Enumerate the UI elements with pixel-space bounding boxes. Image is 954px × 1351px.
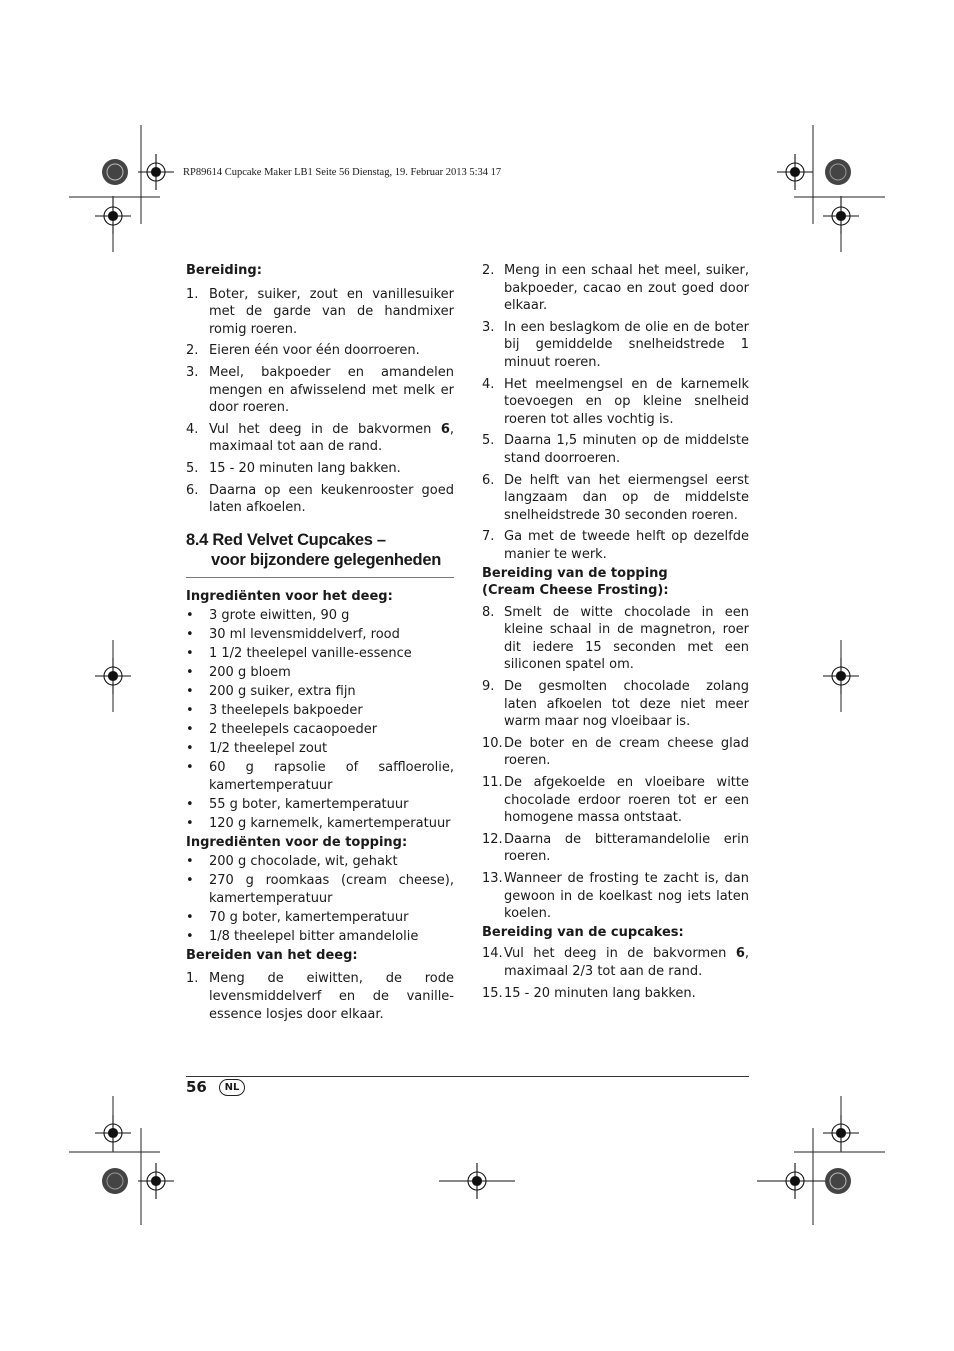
ingredient: 60 g rapsolie of saffloerolie, kamertemperatuur bbox=[209, 760, 454, 793]
left-column bbox=[186, 262, 454, 1027]
step-text: Daarna de bitteramandelolie erin roeren. bbox=[504, 831, 749, 865]
footer-rule bbox=[186, 1076, 749, 1077]
bullet: • bbox=[186, 665, 194, 681]
ingredient: 270 g roomkaas (cream cheese), kamertemperatuur bbox=[209, 873, 454, 906]
section-heading-line1: 8.4 Red Velvet Cupcakes – bbox=[186, 530, 386, 549]
list-item bbox=[186, 421, 454, 456]
step-text: Smelt de witte chocolade in een kleine schaal in de magnetron, roer dit iedere 15 seconden met een siliconen spatel om. bbox=[504, 604, 749, 673]
step-text-part: , maximaal 2/3 tot aan de rand. bbox=[504, 946, 749, 979]
list-item bbox=[482, 528, 749, 563]
step-number: 3. bbox=[186, 364, 199, 380]
list-item bbox=[186, 815, 454, 833]
dough-ingredients-heading: Ingrediënten voor het deeg: bbox=[186, 588, 393, 604]
step-number: 1. bbox=[186, 971, 199, 987]
list-item bbox=[186, 482, 454, 517]
list-item bbox=[186, 928, 454, 946]
list-item bbox=[186, 970, 454, 1023]
list-item bbox=[186, 721, 454, 739]
step-text: 15 - 20 minuten lang bakken. bbox=[504, 985, 696, 1001]
ingredient: 1 1/2 theelepel vanille-essence bbox=[209, 646, 412, 662]
bullet: • bbox=[186, 722, 194, 738]
list-item bbox=[482, 831, 749, 866]
bullet: • bbox=[186, 873, 194, 889]
step-number: 6. bbox=[482, 472, 495, 488]
step-text: In een beslagkom de olie en de boter bij gemiddelde snelheidstrede 1 minuut roeren. bbox=[504, 319, 749, 370]
step-number: 8. bbox=[482, 604, 495, 620]
bullet: • bbox=[186, 684, 194, 700]
list-item bbox=[482, 678, 749, 731]
cupcakes-prep-heading: Bereiding van de cupcakes: bbox=[482, 924, 684, 940]
bullet: • bbox=[186, 854, 194, 870]
step-text: Het meelmengsel en de karnemelk toevoegen en op kleine snelheid roeren tot alles vochtig is. bbox=[504, 376, 749, 427]
ingredient: 200 g suiker, extra fijn bbox=[209, 684, 356, 700]
topping-prep-heading-line2: (Cream Cheese Frosting): bbox=[482, 583, 669, 599]
list-item bbox=[186, 645, 454, 663]
ingredient: 200 g chocolade, wit, gehakt bbox=[209, 854, 398, 870]
page-number: 56 bbox=[186, 1078, 207, 1096]
step-text: Meng de eiwitten, de rode levensmiddelverf en de vanille-essence losjes door elkaar. bbox=[209, 971, 454, 1022]
bullet: • bbox=[186, 646, 194, 662]
list-item bbox=[186, 796, 454, 814]
step-text: Daarna op een keukenrooster goed laten afkoelen. bbox=[209, 482, 454, 516]
list-item bbox=[482, 432, 749, 467]
list-item bbox=[482, 870, 749, 923]
ingredient: 1/2 theelepel zout bbox=[209, 741, 328, 757]
list-item bbox=[482, 376, 749, 429]
list-item bbox=[186, 683, 454, 701]
step-text-part: , maximaal tot aan de rand. bbox=[209, 421, 454, 455]
step-number: 1. bbox=[186, 286, 199, 302]
ingredient: 30 ml levensmiddelverf, rood bbox=[209, 627, 400, 643]
step-text bbox=[209, 421, 454, 456]
figure-reference: 6 bbox=[735, 946, 745, 962]
step-text: Wanneer de frosting te zacht is, dan gewoon in de koelkast nog iets laten koelen. bbox=[504, 871, 749, 922]
list-item bbox=[482, 472, 749, 525]
topping-prep-heading bbox=[482, 565, 749, 600]
step-number: 9. bbox=[482, 679, 495, 695]
bullet: • bbox=[186, 741, 194, 757]
step-number: 11. bbox=[482, 775, 503, 791]
step-text: De helft van het eiermengsel eerst langzaam dan op de middelste snelheidstrede 30 seconden roeren. bbox=[504, 472, 749, 523]
list-item bbox=[186, 460, 454, 478]
step-text: Daarna 1,5 minuten op de middelste stand doorroeren. bbox=[504, 433, 749, 466]
list-item bbox=[186, 664, 454, 682]
list-item bbox=[482, 604, 749, 674]
list-item bbox=[186, 286, 454, 339]
list-item bbox=[186, 364, 454, 417]
section-heading-line2: voor bijzondere gelegenheden bbox=[211, 550, 441, 569]
step-number: 5. bbox=[186, 460, 199, 476]
print-slug-line: RP89614 Cupcake Maker LB1 Seite 56 Dienstag, 19. Februar 2013 5:34 17 bbox=[183, 167, 502, 178]
step-text-part: Vul het deeg in de bakvormen bbox=[504, 946, 736, 962]
bullet: • bbox=[186, 760, 194, 776]
step-number: 3. bbox=[482, 319, 495, 335]
step-number: 2. bbox=[186, 343, 199, 359]
ingredient: 200 g bloem bbox=[209, 665, 291, 681]
step-text: Meel, bakpoeder en amandelen mengen en afwisselend met melk er door roeren. bbox=[209, 364, 454, 416]
list-item bbox=[482, 319, 749, 372]
list-item bbox=[186, 853, 454, 871]
language-badge: NL bbox=[219, 1079, 245, 1096]
step-text: Eieren één voor één doorroeren. bbox=[209, 343, 420, 359]
list-item bbox=[482, 985, 749, 1003]
list-item bbox=[186, 342, 454, 360]
step-text: 15 - 20 minuten lang bakken. bbox=[209, 460, 401, 476]
ingredient: 55 g boter, kamertemperatuur bbox=[209, 796, 409, 812]
bullet: • bbox=[186, 815, 194, 831]
step-number: 10. bbox=[482, 735, 503, 751]
step-text: De afgekoelde en vloeibare witte chocolade erdoor roeren tot er een homogene massa ontstaat. bbox=[504, 775, 749, 826]
step-number: 6. bbox=[186, 482, 199, 498]
step-number: 4. bbox=[482, 376, 495, 392]
right-column bbox=[482, 262, 749, 1006]
step-number: 2. bbox=[482, 263, 495, 278]
bullet: • bbox=[186, 608, 194, 624]
ingredient: 120 g karnemelk, kamertemperatuur bbox=[209, 815, 451, 831]
ingredient: 3 theelepels bakpoeder bbox=[209, 703, 363, 719]
step-text: Meng in een schaal het meel, suiker, bakpoeder, cacao en zout goed door elkaar. bbox=[504, 263, 749, 314]
list-item bbox=[186, 759, 454, 794]
list-item bbox=[482, 945, 749, 980]
step-text: De boter en de cream cheese glad roeren. bbox=[504, 735, 749, 769]
step-number: 14. bbox=[482, 946, 503, 962]
step-number: 4. bbox=[186, 421, 199, 437]
step-text: Boter, suiker, zout en vanillesuiker met de garde van de handmixer romig roeren. bbox=[209, 286, 454, 337]
list-item bbox=[482, 262, 749, 315]
topping-prep-heading-line1: Bereiding van de topping bbox=[482, 565, 668, 581]
list-item bbox=[186, 872, 454, 907]
list-item bbox=[186, 626, 454, 644]
list-item bbox=[482, 774, 749, 827]
list-item bbox=[186, 909, 454, 927]
list-item bbox=[186, 740, 454, 758]
ingredient: 2 theelepels cacaopoeder bbox=[209, 722, 378, 738]
step-number: 7. bbox=[482, 529, 495, 545]
bullet: • bbox=[186, 909, 194, 925]
ingredient: 3 grote eiwitten, 90 g bbox=[209, 608, 350, 624]
bullet: • bbox=[186, 796, 194, 812]
bullet: • bbox=[186, 627, 194, 643]
step-number: 15. bbox=[482, 985, 503, 1001]
list-item bbox=[482, 735, 749, 770]
step-number: 5. bbox=[482, 433, 495, 449]
figure-reference: 6 bbox=[440, 421, 450, 437]
bullet: • bbox=[186, 703, 194, 719]
step-text-part: Vul het deeg in de bakvormen bbox=[209, 421, 441, 437]
step-text: De gesmolten chocolade zolang laten afkoelen tot deze niet meer warm maar nog vloeibaar is. bbox=[504, 679, 749, 730]
bullet: • bbox=[186, 928, 194, 944]
prep-dough-heading: Bereiden van het deeg: bbox=[186, 947, 358, 963]
step-number: 12. bbox=[482, 831, 503, 847]
list-item bbox=[186, 702, 454, 720]
step-text: Ga met de tweede helft op dezelfde manier te werk. bbox=[504, 529, 749, 562]
section-heading bbox=[186, 530, 454, 578]
step-number: 13. bbox=[482, 871, 503, 886]
step-text bbox=[504, 945, 749, 980]
ingredient: 1/8 theelepel bitter amandelolie bbox=[209, 928, 419, 944]
ingredient: 70 g boter, kamertemperatuur bbox=[209, 909, 409, 925]
bereiding-heading: Bereiding: bbox=[186, 263, 262, 278]
list-item bbox=[186, 607, 454, 625]
topping-ingredients-heading: Ingrediënten voor de topping: bbox=[186, 834, 408, 850]
